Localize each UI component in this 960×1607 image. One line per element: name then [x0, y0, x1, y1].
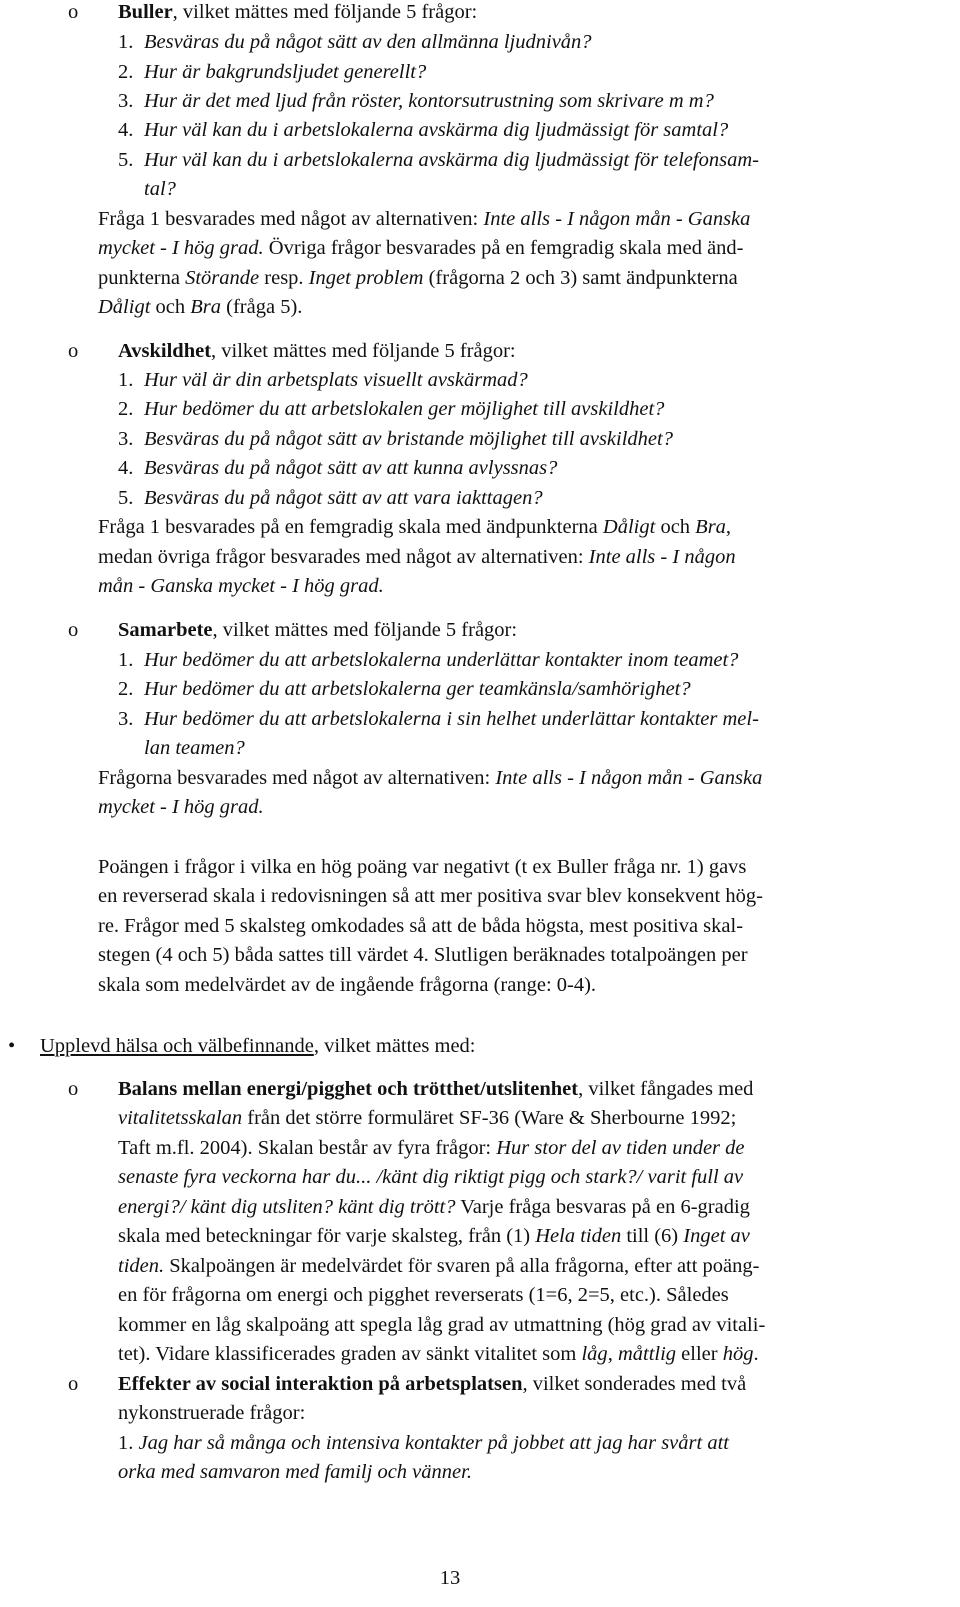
vitality-line — [118, 1134, 745, 1164]
text-run: vitalitetsskalan — [118, 1107, 243, 1129]
vitality-line: en för frågorna om energi och pigghet reverserats (1=6, 2=5, etc.). Således — [118, 1284, 729, 1306]
text-run: hög — [722, 1343, 754, 1365]
question-number: 5. — [118, 487, 134, 509]
text-run: energi?/ känt dig utsliten? känt dig trött? — [118, 1196, 456, 1218]
text-run: Hela tiden — [535, 1225, 622, 1247]
question-number: 1. — [118, 649, 134, 671]
question-item — [118, 675, 691, 705]
text-run: Inget av — [683, 1225, 750, 1247]
text-run: punkterna — [98, 267, 186, 289]
paragraph-line: skala som medelvärdet av de ingående frågorna (range: 0-4). — [98, 974, 597, 996]
text-run: Skalpoängen är medelvärdet för svaren på alla frågorna, efter att poäng- — [164, 1255, 760, 1277]
text-run: Frågorna besvarades med något av alternativen: — [98, 767, 496, 789]
list-marker: o — [68, 1, 79, 23]
text-run: , vilket sonderades med två — [522, 1373, 747, 1395]
paragraph-line: Poängen i frågor i vilka en hög poäng var negativt (t ex Buller fråga nr. 1) gavs — [98, 856, 747, 878]
question-number: 4. — [118, 119, 134, 141]
text-run: Hur stor del av tiden under de — [496, 1137, 745, 1159]
bullet-marker: • — [8, 1035, 16, 1057]
paragraph-line: en reverserad skala i redovisningen så att mer positiva svar blev konsekvent hög- — [98, 885, 763, 907]
question-item — [118, 395, 665, 425]
text-run: Inget problem — [308, 267, 424, 289]
text-run: och — [150, 296, 191, 318]
section-heading-line — [118, 337, 516, 367]
paragraph-line: stegen (4 och 5) båda sattes till värdet 4. Slutligen beräknades totalpoängen per — [98, 944, 748, 966]
question-number: 1. — [118, 1432, 139, 1454]
question-text: Besväras du på något sätt av att kunna avlyssnas? — [144, 457, 558, 479]
vitality-line — [118, 1075, 753, 1105]
text-run: mycket - I hög grad. — [98, 237, 264, 259]
question-text: Besväras du på något sätt av att vara iakttagen? — [144, 487, 543, 509]
vitality-line — [118, 1104, 736, 1134]
answer-format-text — [98, 234, 744, 264]
text-run: , — [725, 516, 732, 538]
section-heading-line — [118, 0, 477, 28]
text-run: Inte alls - I någon mån - Ganska — [495, 767, 763, 789]
question-item — [118, 58, 427, 88]
question-text: Hur bedömer du att arbetslokalen ger möjlighet till avskildhet? — [144, 398, 665, 420]
text-run: från det större formuläret SF-36 (Ware & Sherbourne 1992; — [242, 1107, 737, 1129]
question-text: Hur väl är din arbetsplats visuellt avskärmad? — [144, 369, 528, 391]
text-run: eller — [676, 1343, 723, 1365]
answer-format-text — [98, 513, 731, 543]
text-run: tet). Vidare klassificerades graden av sänkt vitalitet som — [118, 1343, 582, 1365]
text-run: Störande — [185, 267, 260, 289]
question-number: 1. — [118, 369, 134, 391]
list-marker: o — [68, 340, 79, 362]
text-run: (frågorna 2 och 3) samt ändpunkterna — [423, 267, 738, 289]
section-intro: , vilket mättes med följande 5 frågor: — [172, 1, 478, 23]
list-marker: o — [68, 1078, 79, 1100]
question-continuation: tal? — [144, 178, 176, 200]
question-text: Besväras du på något sätt av den allmänna ljudnivån? — [144, 31, 592, 53]
answer-format-text: mycket - I hög grad. — [98, 796, 264, 818]
page-number: 13 — [439, 1567, 461, 1589]
vitality-line — [118, 1222, 750, 1252]
text-run: Bra — [695, 516, 726, 538]
text-run: Dåligt — [98, 296, 151, 318]
text-run: och — [655, 516, 696, 538]
question-text: Hur bedömer du att arbetslokalerna i sin helhet underlättar kontakter mel- — [144, 708, 759, 730]
question-number: 5. — [118, 149, 134, 171]
subsection-heading: Balans mellan energi/pigghet och trötthet/utslitenhet — [118, 1078, 579, 1100]
text-run: låg — [581, 1343, 608, 1365]
text-run: Fråga 1 besvarades med något av alternativen: — [98, 208, 484, 230]
section-intro: , vilket mättes med: — [313, 1035, 476, 1057]
question-text: Jag har så många och intensiva kontakter på jobbet att jag har svårt att — [138, 1432, 729, 1454]
subsection-heading: Effekter av social interaktion på arbetsplatsen — [118, 1373, 523, 1395]
social-line: nykonstruerade frågor: — [118, 1402, 306, 1424]
section-heading: Samarbete — [118, 619, 213, 641]
question-number: 1. — [118, 31, 134, 53]
question-number: 2. — [118, 398, 134, 420]
question-text: Hur är det med ljud från röster, kontorsutrustning som skrivare m m? — [144, 90, 714, 112]
question-number: 3. — [118, 708, 134, 730]
question-item — [118, 646, 739, 676]
text-run: Taft m.fl. 2004). Skalan består av fyra frågor: — [118, 1137, 497, 1159]
vitality-line: senaste fyra veckorna har du... /känt dig riktigt pigg och stark?/ varit full av — [118, 1166, 744, 1188]
question-text: Hur bedömer du att arbetslokalerna ger teamkänsla/samhörighet? — [144, 678, 691, 700]
question-item — [118, 87, 714, 117]
section-heading: Avskildhet — [118, 340, 212, 362]
text-run: (fråga 5). — [221, 296, 303, 318]
question-number: 4. — [118, 457, 134, 479]
text-run: . — [753, 1343, 759, 1365]
vitality-line — [118, 1193, 750, 1223]
text-run: Inte alls - I någon — [588, 546, 736, 568]
section-intro: , vilket mättes med följande 5 frågor: — [211, 340, 516, 362]
paragraph-line: re. Frågor med 5 skalsteg omkodades så att de båda högsta, mest positiva skal- — [98, 915, 744, 937]
question-item — [118, 454, 558, 484]
question-number: 3. — [118, 428, 134, 450]
question-continuation: lan teamen? — [144, 737, 245, 759]
section-heading-line — [40, 1032, 476, 1062]
answer-format-text — [98, 205, 750, 235]
text-run: , vilket fångades med — [578, 1078, 754, 1100]
text-run: till (6) — [621, 1225, 684, 1247]
text-run: måttlig — [617, 1343, 677, 1365]
text-run: Varje fråga besvaras på en 6-gradig — [455, 1196, 750, 1218]
list-marker: o — [68, 1373, 79, 1395]
text-run: Övriga frågor besvarades på en femgradig skala med änd- — [263, 237, 744, 259]
section-intro: , vilket mättes med följande 5 frågor: — [212, 619, 518, 641]
question-text: Hur väl kan du i arbetslokalerna avskärma dig ljudmässigt för samtal? — [144, 119, 729, 141]
social-line — [118, 1429, 729, 1459]
question-item — [118, 146, 759, 176]
text-run: medan övriga frågor besvarades med något av alternativen: — [98, 546, 589, 568]
text-run: Inte alls - I någon mån - Ganska — [483, 208, 751, 230]
question-item — [118, 484, 543, 514]
vitality-line — [118, 1252, 760, 1282]
answer-format-text — [98, 293, 302, 323]
vitality-line — [118, 1340, 759, 1370]
text-run: tiden. — [118, 1255, 165, 1277]
social-line: orka med samvaron med familj och vänner. — [118, 1461, 472, 1483]
text-run: Dåligt — [602, 516, 656, 538]
answer-format-text — [98, 264, 738, 294]
list-marker: o — [68, 619, 79, 641]
question-item — [118, 425, 673, 455]
question-text: Hur bedömer du att arbetslokalerna underlättar kontakter inom teamet? — [144, 649, 739, 671]
text-run: resp. — [259, 267, 309, 289]
question-number: 2. — [118, 678, 134, 700]
text-run: , — [607, 1343, 618, 1365]
question-text: Hur är bakgrundsljudet generellt? — [144, 61, 427, 83]
answer-format-text: mån - Ganska mycket - I hög grad. — [98, 575, 384, 597]
answer-format-text — [98, 543, 736, 573]
section-heading: Buller — [118, 1, 173, 23]
question-number: 2. — [118, 61, 134, 83]
question-text: Hur väl kan du i arbetslokalerna avskärma dig ljudmässigt för telefonsam- — [144, 149, 759, 171]
question-item — [118, 705, 759, 735]
text-run: Bra — [190, 296, 222, 318]
text-run: skala med beteckningar för varje skalsteg, från (1) — [118, 1225, 536, 1247]
text-run: Fråga 1 besvarades på en femgradig skala med ändpunkterna — [98, 516, 603, 538]
social-line — [118, 1370, 746, 1400]
question-item — [118, 28, 592, 58]
question-item — [118, 366, 528, 396]
answer-format-text — [98, 764, 762, 794]
question-item — [118, 116, 729, 146]
question-text: Besväras du på något sätt av bristande möjlighet till avskildhet? — [144, 428, 673, 450]
section-heading-line — [118, 616, 517, 646]
section-heading: Upplevd hälsa och välbefinnande — [40, 1035, 314, 1057]
vitality-line: kommer en låg skalpoäng att spegla låg grad av utmattning (hög grad av vitali- — [118, 1314, 766, 1336]
question-number: 3. — [118, 90, 134, 112]
